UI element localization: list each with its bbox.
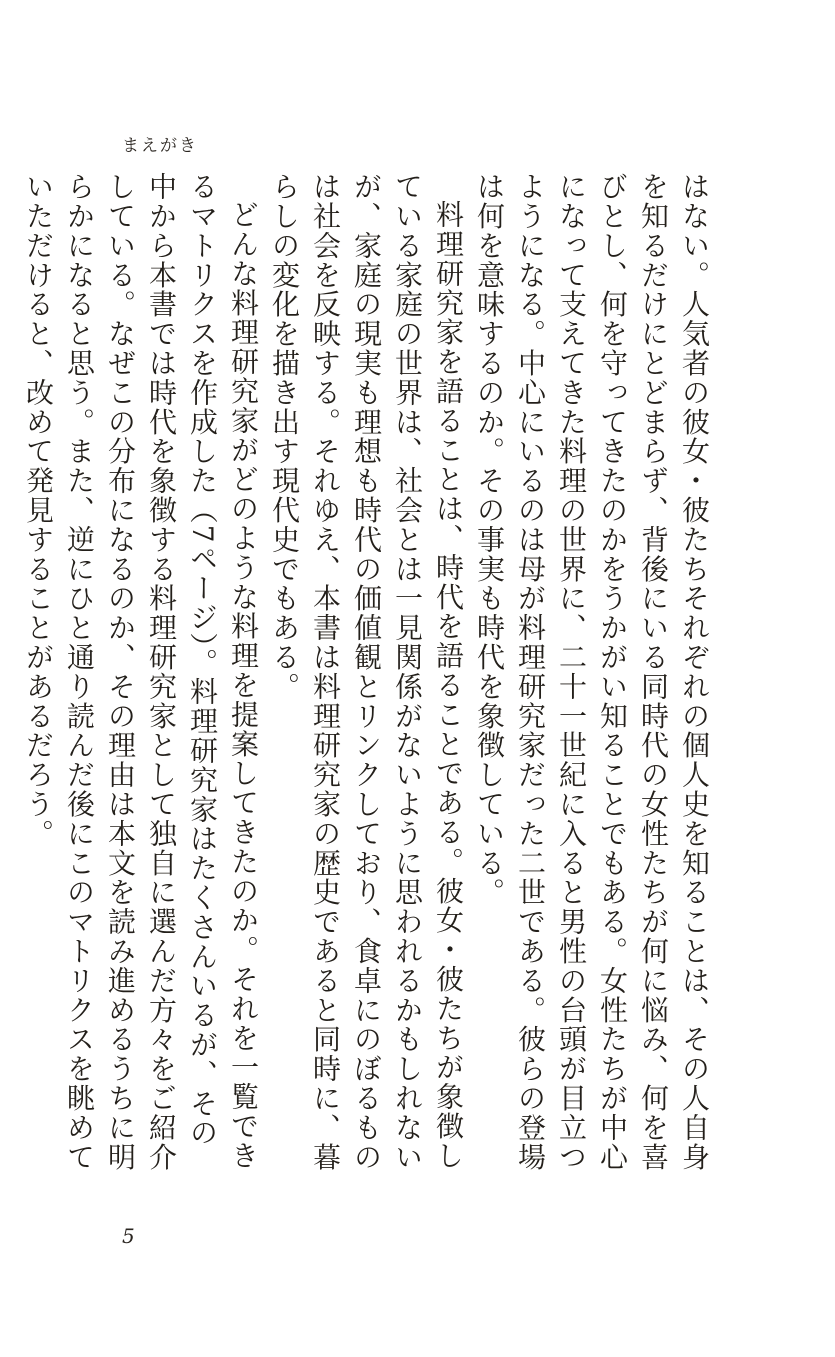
running-header: まえがき: [122, 136, 198, 156]
paragraph-1: はない。人気者の彼女・彼たちそれぞれの個人史を知ることは、その人自身を知るだけにとどまらず、背後にいる同時代の女性たちが何に悩み、何を喜びとし、何を守ってきたのかをうかがい知ることでもある。女性たちが中心になって支えてきた料理の世界に、二十一世紀に入ると男性の台頭が目立つようになる。中心にいるのは母が料理研究家だった二世である。彼らの登場は何を意味するのか。その事実も時代を象徴している。: [473, 172, 711, 1172]
paragraph-3: どんな料理研究家がどのような料理を提案してきたのか。それを一覧できるマトリクスを作成した（7ページ）。料理研究家はたくさんいるが、その中から本書では時代を象徴する料理研究家として独自に選んだ方々をご紹介している。なぜこの分布になるのか、その理由は本文を読み進めるうちに明らかになると思う。また、逆にひと通り読んだ後にこのマトリクスを眺めていただけると、改めて発見することがあるだろう。: [22, 172, 260, 1172]
vertical-body-text: [18, 172, 715, 1172]
paragraph-2: 料理研究家を語ることは、時代を語ることである。彼女・彼たちが象徴している家庭の世界は、社会とは一見関係がないように思われるかもしれないが、家庭の現実も理想も時代の価値観とリンクしており、食卓にのぼるものは社会を反映する。それゆえ、本書は料理研究家の歴史であると同時に、暮らしの変化を描き出す現代史でもある。: [268, 172, 465, 1172]
page-number: 5: [122, 1224, 135, 1248]
